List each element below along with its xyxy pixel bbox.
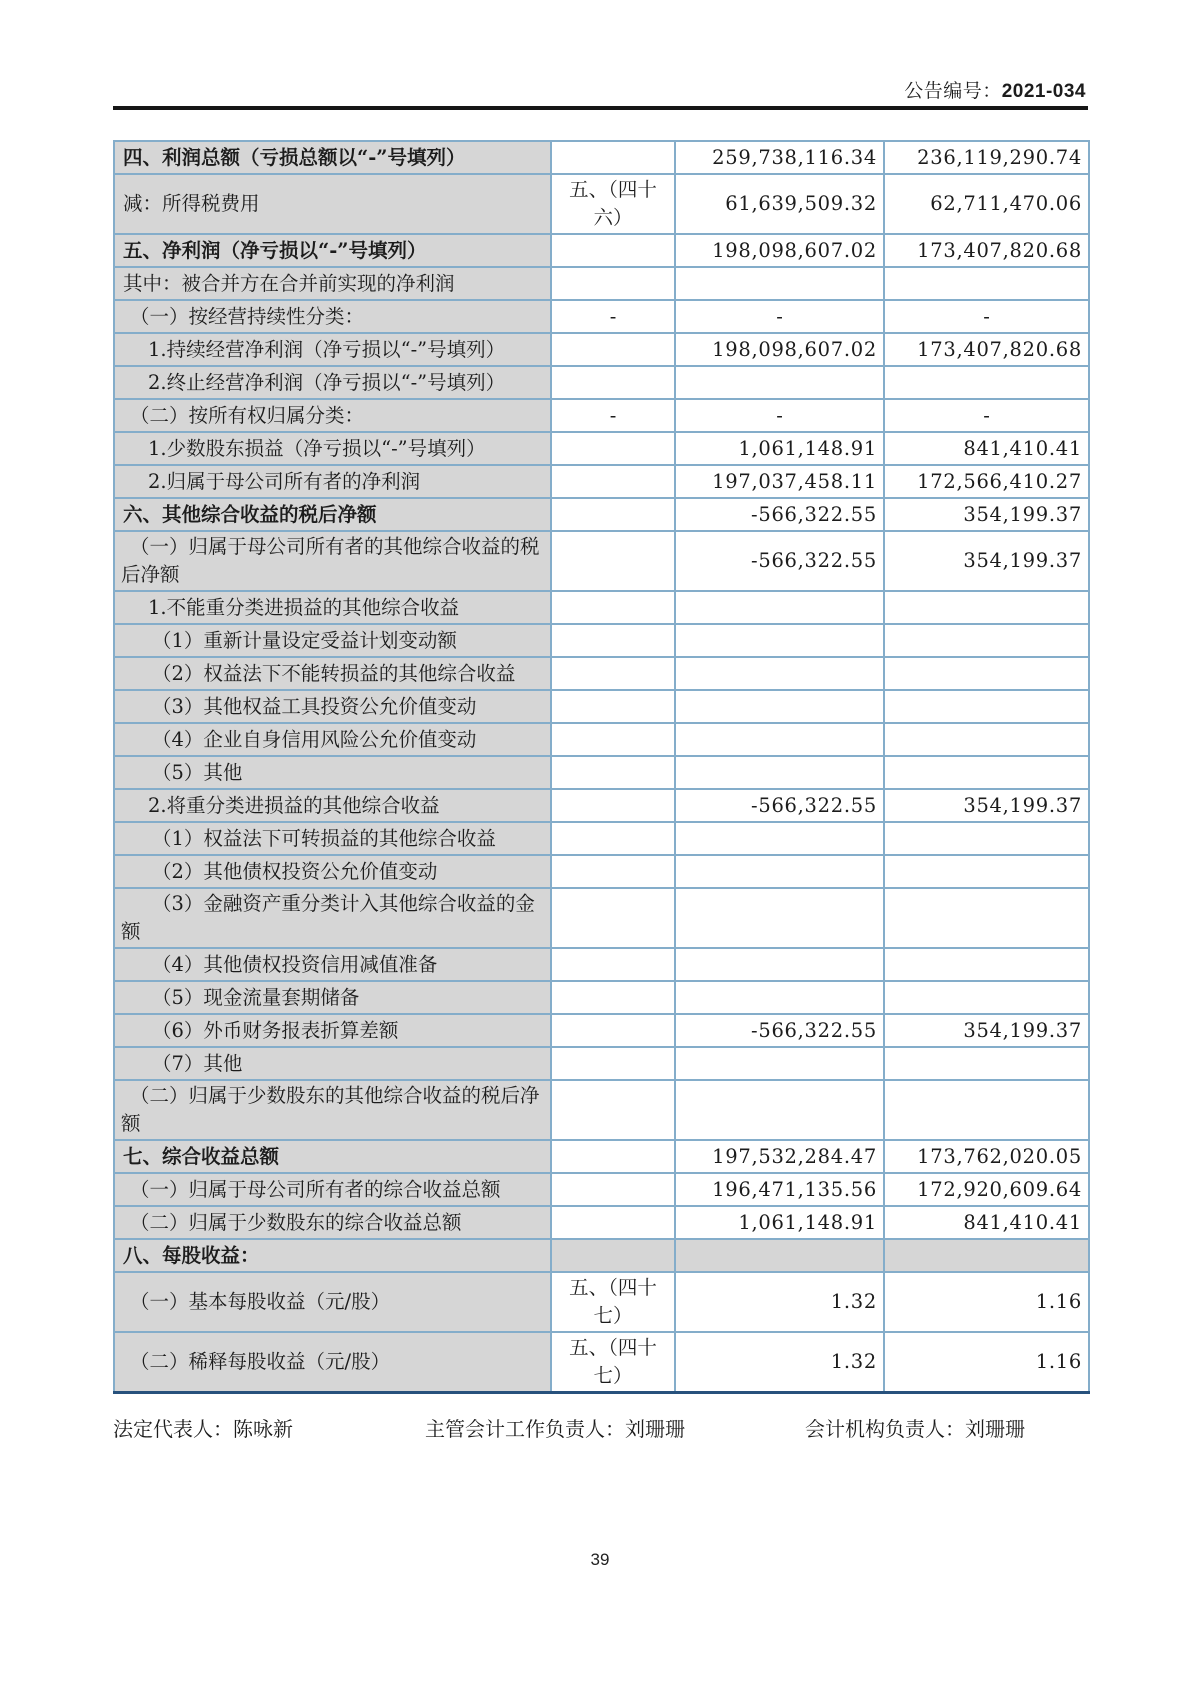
table-body [114,141,1089,1393]
row-label: 七、综合收益总额 [114,1140,551,1173]
row-label: （2）其他债权投资公允价值变动 [114,855,551,888]
amount-current: 198,098,607.02 [675,333,884,366]
note-reference [551,591,675,624]
table-row [114,174,1089,234]
amount-current: 197,037,458.11 [675,465,884,498]
note-reference [551,756,675,789]
table-row [114,1047,1089,1080]
amount-prior [884,267,1089,300]
note-reference: 五、（四十七） [551,1332,675,1393]
table-row [114,855,1089,888]
note-reference: 五、（四十六） [551,174,675,234]
row-label: 五、净利润（净亏损以“-”号填列） [114,234,551,267]
amount-current: 197,532,284.47 [675,1140,884,1173]
amount-current: 198,098,607.02 [675,234,884,267]
note-reference [551,1080,675,1140]
announcement-label: 公告编号： [904,80,1002,102]
table-row [114,399,1089,432]
amount-current: 196,471,135.56 [675,1173,884,1206]
table-row [114,591,1089,624]
note-reference [551,789,675,822]
note-reference [551,822,675,855]
table-row [114,723,1089,756]
table-row [114,1173,1089,1206]
note-reference [551,624,675,657]
row-label: （一）按经营持续性分类： [114,300,551,333]
income-statement-table [113,140,1090,1394]
table-row [114,789,1089,822]
note-reference [551,948,675,981]
amount-current: 1,061,148.91 [675,432,884,465]
row-label: （二）按所有权归属分类： [114,399,551,432]
amount-current [675,1047,884,1080]
note-reference [551,1206,675,1239]
row-label: （一）基本每股收益（元/股） [114,1272,551,1332]
amount-current [675,267,884,300]
amount-prior: 354,199.37 [884,531,1089,591]
amount-current [675,981,884,1014]
amount-prior [884,855,1089,888]
amount-prior: 173,762,020.05 [884,1140,1089,1173]
row-label: （5）其他 [114,756,551,789]
amount-current: - [675,300,884,333]
amount-current [675,1080,884,1140]
table-row [114,624,1089,657]
row-label: 2.将重分类进损益的其他综合收益 [114,789,551,822]
accounting-head: 会计机构负责人：刘珊珊 [805,1417,1025,1441]
chief-accountant: 主管会计工作负责人：刘珊珊 [425,1417,685,1441]
table-row [114,465,1089,498]
signature-line [113,1413,1088,1443]
amount-prior: 62,711,470.06 [884,174,1089,234]
amount-current: 1,061,148.91 [675,1206,884,1239]
page-number: 39 [590,1550,610,1569]
table-row [114,531,1089,591]
table-row [114,1014,1089,1047]
amount-prior [884,723,1089,756]
amount-prior [884,591,1089,624]
amount-prior: 173,407,820.68 [884,333,1089,366]
note-reference [551,267,675,300]
amount-current [675,723,884,756]
row-label: 减：所得税费用 [114,174,551,234]
table-row [114,432,1089,465]
table-row [114,822,1089,855]
amount-prior: 841,410.41 [884,432,1089,465]
table-row [114,366,1089,399]
amount-prior: 354,199.37 [884,1014,1089,1047]
note-reference [551,531,675,591]
note-reference [551,141,675,174]
amount-prior: - [884,399,1089,432]
amount-prior [884,948,1089,981]
amount-current: 259,738,116.34 [675,141,884,174]
amount-current: 61,639,509.32 [675,174,884,234]
row-label: 1.持续经营净利润（净亏损以“-”号填列） [114,333,551,366]
amount-current: 1.32 [675,1332,884,1393]
amount-current: 1.32 [675,1272,884,1332]
amount-prior [884,1239,1089,1272]
table-row [114,267,1089,300]
amount-prior [884,981,1089,1014]
row-label: （二）归属于少数股东的其他综合收益的税后净额 [114,1080,551,1140]
amount-prior [884,1080,1089,1140]
amount-prior: 236,119,290.74 [884,141,1089,174]
amount-current [675,822,884,855]
row-label: （3）其他权益工具投资公允价值变动 [114,690,551,723]
amount-current: -566,322.55 [675,531,884,591]
table-row [114,300,1089,333]
note-reference [551,981,675,1014]
note-reference: - [551,300,675,333]
amount-prior [884,756,1089,789]
row-label: （二）稀释每股收益（元/股） [114,1332,551,1393]
amount-prior [884,624,1089,657]
amount-prior: 172,920,609.64 [884,1173,1089,1206]
amount-current [675,1239,884,1272]
amount-prior: 173,407,820.68 [884,234,1089,267]
amount-prior: 1.16 [884,1332,1089,1393]
amount-prior [884,690,1089,723]
announcement-number [904,76,1086,103]
announcement-value: 2021-034 [1001,81,1086,102]
row-label: 2.终止经营净利润（净亏损以“-”号填列） [114,366,551,399]
note-reference [551,888,675,948]
table-row [114,1206,1089,1239]
header-divider [113,106,1088,110]
row-label: 四、利润总额（亏损总额以“-”号填列） [114,141,551,174]
note-reference [551,1140,675,1173]
row-label: 其中：被合并方在合并前实现的净利润 [114,267,551,300]
note-reference: 五、（四十七） [551,1272,675,1332]
note-reference [551,432,675,465]
row-label: （1）权益法下可转损益的其他综合收益 [114,822,551,855]
note-reference [551,1173,675,1206]
amount-prior: 841,410.41 [884,1206,1089,1239]
note-reference [551,234,675,267]
row-label: （一）归属于母公司所有者的其他综合收益的税后净额 [114,531,551,591]
amount-prior [884,888,1089,948]
amount-current: -566,322.55 [675,789,884,822]
amount-prior: 354,199.37 [884,498,1089,531]
amount-prior: 1.16 [884,1272,1089,1332]
row-label: （2）权益法下不能转损益的其他综合收益 [114,657,551,690]
amount-current [675,366,884,399]
amount-current [675,624,884,657]
row-label: 1.不能重分类进损益的其他综合收益 [114,591,551,624]
row-label: 六、其他综合收益的税后净额 [114,498,551,531]
row-label: （7）其他 [114,1047,551,1080]
amount-prior [884,822,1089,855]
table-row [114,141,1089,174]
row-label: 1.少数股东损益（净亏损以“-”号填列） [114,432,551,465]
amount-current [675,888,884,948]
note-reference [551,855,675,888]
table-row [114,690,1089,723]
note-reference [551,657,675,690]
table-row [114,1239,1089,1272]
row-label: （4）其他债权投资信用减值准备 [114,948,551,981]
amount-current [675,657,884,690]
table-row [114,1332,1089,1393]
amount-prior: 172,566,410.27 [884,465,1089,498]
table-row [114,981,1089,1014]
amount-current [675,756,884,789]
table-row [114,333,1089,366]
amount-prior [884,657,1089,690]
table-row [114,234,1089,267]
row-label: （一）归属于母公司所有者的综合收益总额 [114,1173,551,1206]
table-row [114,948,1089,981]
table-row [114,1272,1089,1332]
table-row [114,1080,1089,1140]
table-row [114,657,1089,690]
row-label: 2.归属于母公司所有者的净利润 [114,465,551,498]
amount-current [675,591,884,624]
note-reference [551,366,675,399]
amount-current: - [675,399,884,432]
table-row [114,1140,1089,1173]
row-label: 八、每股收益： [114,1239,551,1272]
amount-current: -566,322.55 [675,498,884,531]
amount-current [675,855,884,888]
note-reference [551,498,675,531]
row-label: （4）企业自身信用风险公允价值变动 [114,723,551,756]
amount-current: -566,322.55 [675,1014,884,1047]
note-reference: - [551,399,675,432]
note-reference [551,690,675,723]
table-row [114,756,1089,789]
amount-prior [884,366,1089,399]
table-row [114,888,1089,948]
amount-prior: 354,199.37 [884,789,1089,822]
row-label: （1）重新计量设定受益计划变动额 [114,624,551,657]
row-label: （5）现金流量套期储备 [114,981,551,1014]
note-reference [551,465,675,498]
legal-representative: 法定代表人：陈咏新 [113,1417,293,1441]
note-reference [551,1239,675,1272]
amount-prior [884,1047,1089,1080]
row-label: （二）归属于少数股东的综合收益总额 [114,1206,551,1239]
note-reference [551,1047,675,1080]
table-row [114,498,1089,531]
amount-current [675,948,884,981]
amount-prior: - [884,300,1089,333]
row-label: （6）外币财务报表折算差额 [114,1014,551,1047]
amount-current [675,690,884,723]
note-reference [551,1014,675,1047]
note-reference [551,333,675,366]
row-label: （3）金融资产重分类计入其他综合收益的金额 [114,888,551,948]
note-reference [551,723,675,756]
